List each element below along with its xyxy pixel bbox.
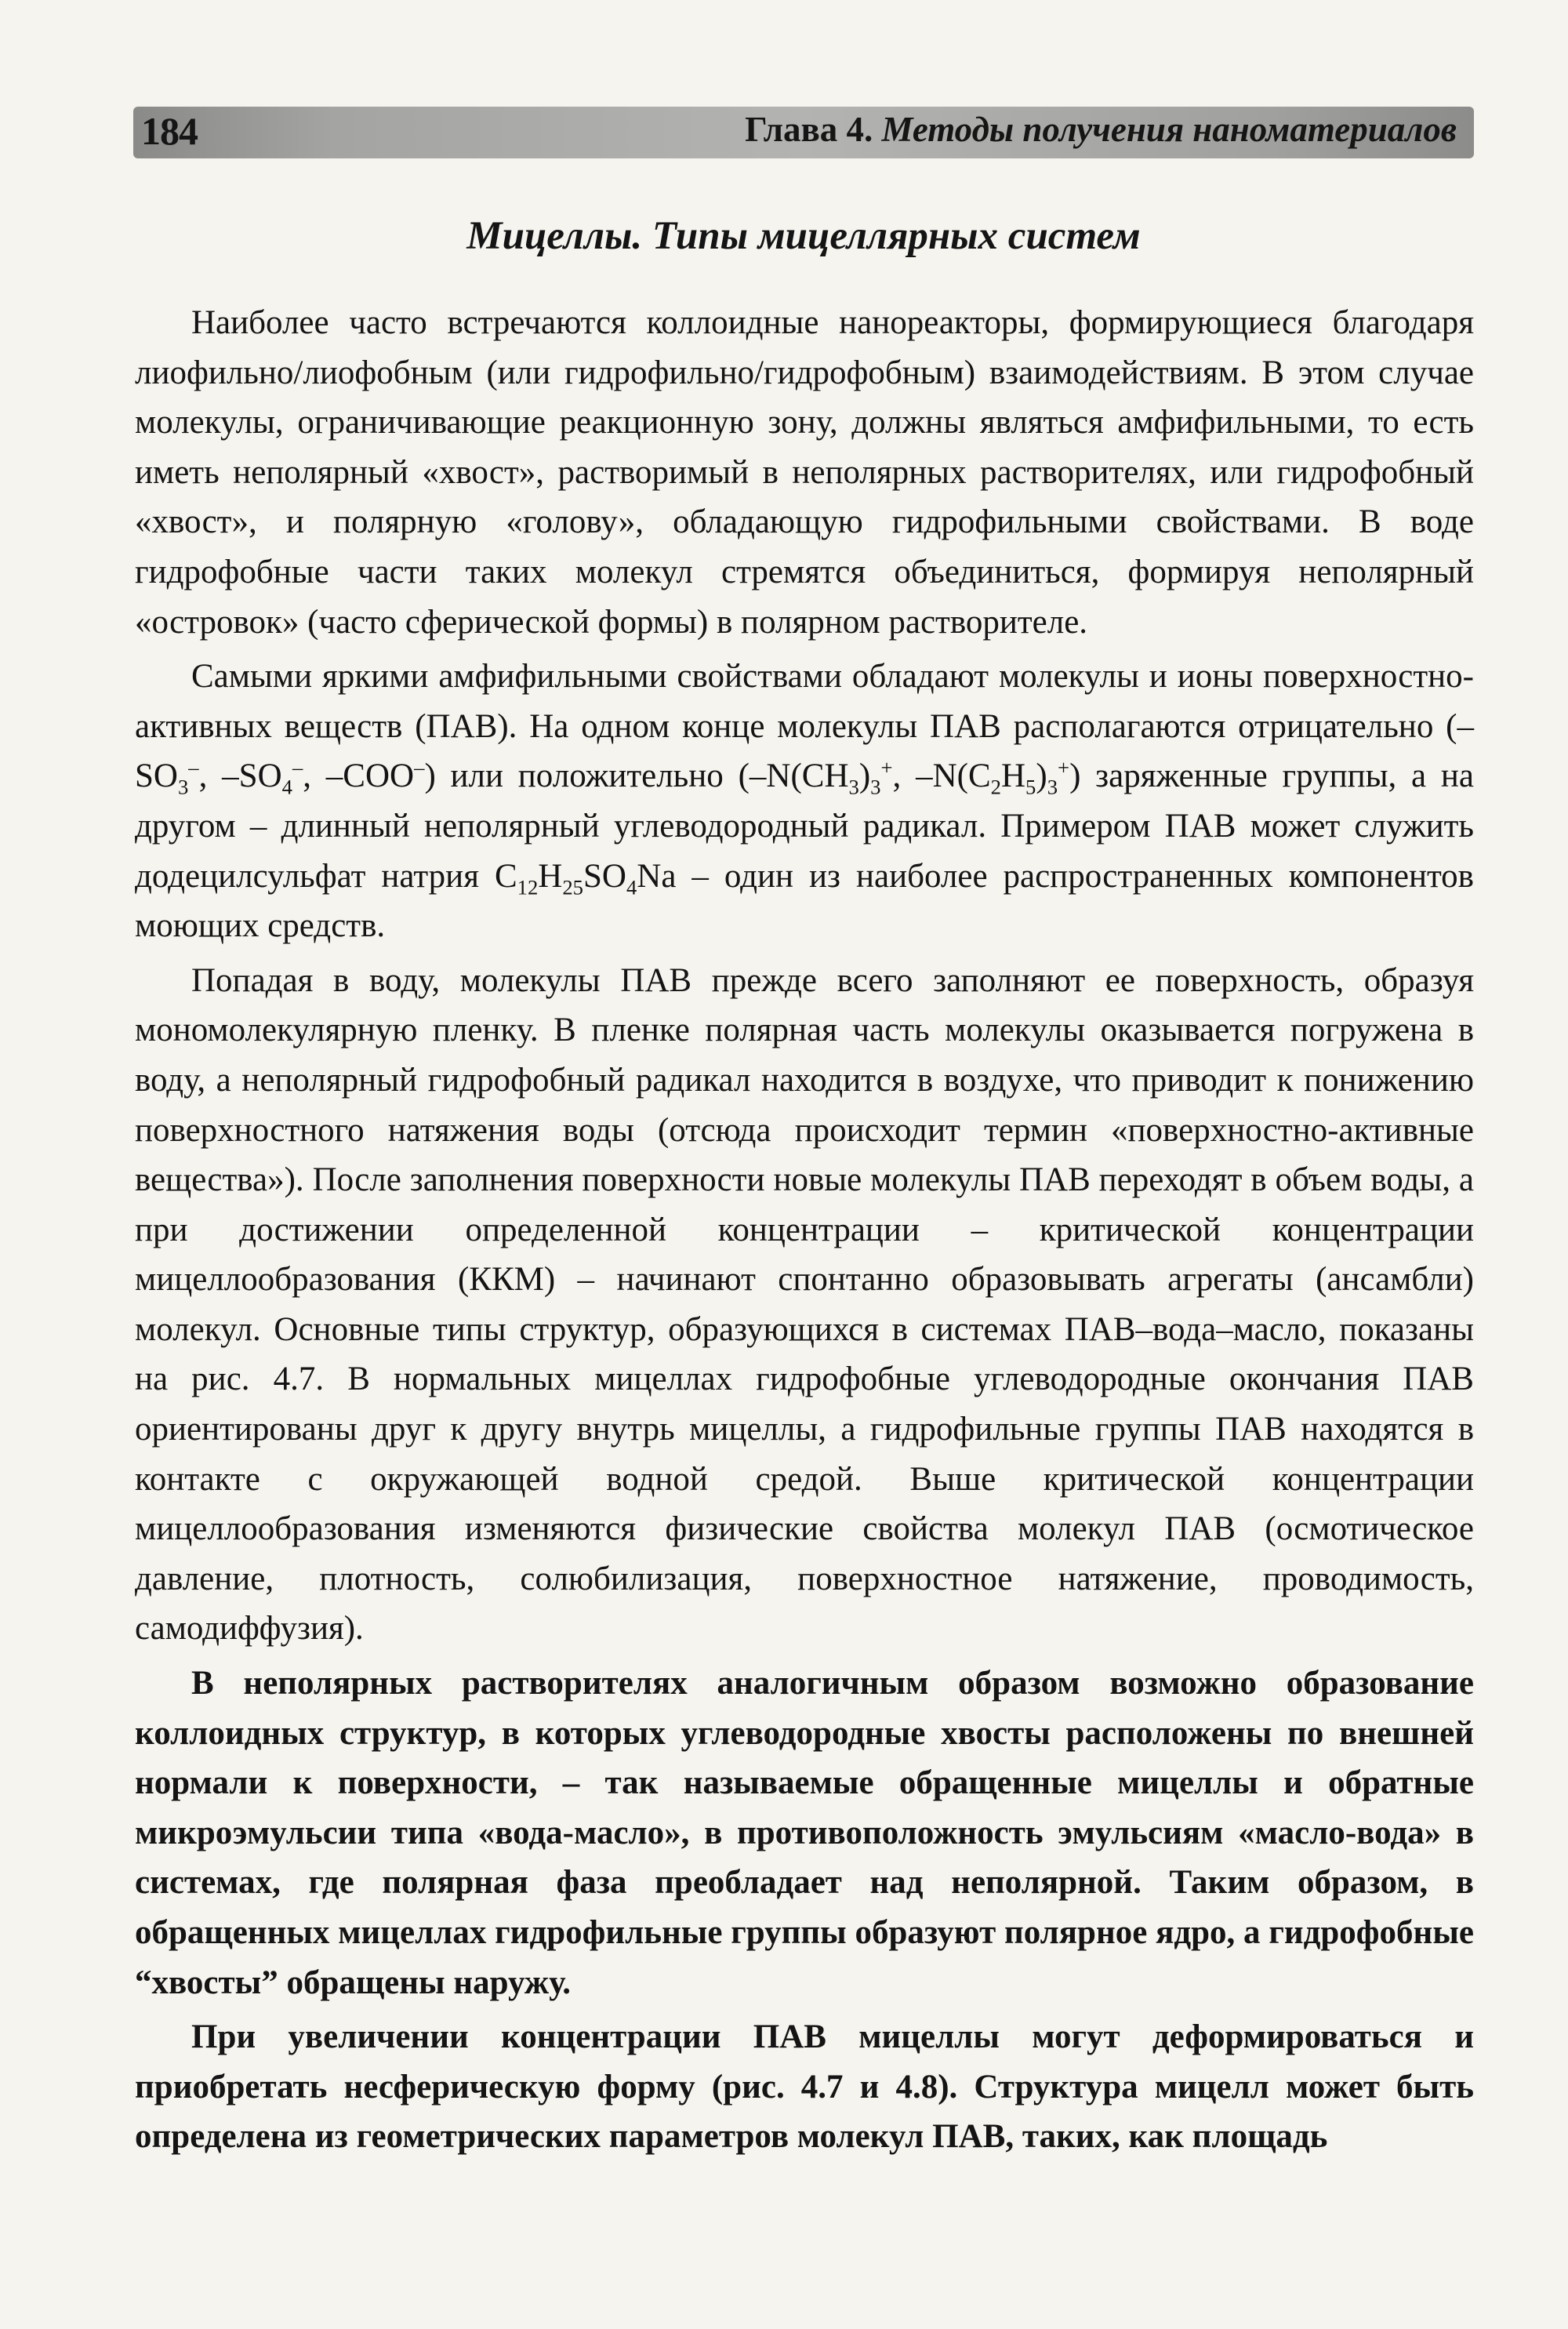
paragraph-5: При увеличении концентрации ПАВ мицеллы могут деформироваться и приобретать несферическую форму (рис. 4.7 и 4.8). Структура мицелл может быть определена из геометрических параметров молекул ПАВ, таких, как площадь [135, 2018, 1474, 2156]
paragraph-3: Попадая в воду, молекулы ПАВ прежде всего заполняют ее поверхность, образуя мономолекулярную пленку. В пленке полярная часть молекулы оказывается погружена в воду, а неполярный гидрофобный радикал находится в воздухе, что приводит к понижению поверхностного натяжения воды (отсюда происходит термин «поверхностно-активные вещества»). После заполнения поверхности новые молекулы ПАВ переходят в объем воды, а при достижении определенной концентрации – критической концентрации мицеллообразования (ККМ) – начинают спонтанно образовывать агрегаты (ансамбли) молекул. Основные типы структур, образующихся в системах ПАВ–вода–масло, показаны на рис. 4.7. В нормальных мицеллах гидрофобные углеводородные окончания ПАВ ориентированы друг к другу внутрь мицеллы, а гидрофильные группы ПАВ находятся в контакте с окружающей водной средой. Выше критической концентрации мицеллообразования изменяются физические свойства молекул ПАВ (осмотическое давление, плотность, солюбилизация, поверхностное натяжение, проводимость, самодиффузия). [135, 961, 1474, 1648]
paragraph-4: В неполярных растворителях аналогичным образом возможно образование коллоидных структур, в которых углеводородные хвосты расположены по внешней нормали к поверхности, – так называемые обращенные мицеллы и обратные микроэмульсии типа «вода-масло», в противоположность эмульсиям «масло-вода» в системах, где полярная фаза преобладает над неполярной. Таким образом, в обращенных мицеллах гидрофильные группы образуют полярное ядро, а гидрофобные “хвосты” обращены наружу. [135, 1665, 1474, 2001]
p2-sub-h5: 5 [1025, 775, 1036, 799]
body-text [135, 298, 1474, 2167]
p2-text-j: Na – один из наиболее распространенных компонентов моющих средств. [135, 857, 1474, 945]
chapter-name: Методы получения наноматериалов [881, 110, 1457, 149]
p2-sub-ch3-group: 3 [870, 775, 881, 799]
p2-sub-so4: 4 [281, 775, 292, 799]
p2-text-c: , –COO [303, 758, 415, 795]
p2-sup-coo-minus: – [414, 756, 425, 780]
p2-text-e: , –N(C [892, 758, 991, 795]
p2-sub-c2h5-group: 3 [1047, 775, 1058, 799]
p2-sup-c2h5-plus: + [1058, 756, 1070, 780]
p2-sub-c2: 2 [990, 775, 1001, 799]
p2-sub-so4-sds: 4 [626, 875, 637, 899]
p2-text-i: SO [583, 857, 626, 895]
p2-text-b: , –SO [198, 758, 282, 795]
p2-text-f: H [1000, 758, 1026, 795]
section-title: Мицеллы. Типы мицеллярных систем [466, 214, 1141, 258]
p2-text-d: ) или положительно (–N(CH [424, 758, 849, 795]
p2-sub-so3: 3 [177, 775, 189, 799]
p2-close-paren-1: ) [858, 758, 871, 795]
p2-sub-h25: 25 [562, 875, 583, 899]
p2-text-h: H [538, 857, 563, 895]
p2-sup-so3-minus: – [188, 756, 199, 780]
p2-sup-so4-minus: – [292, 756, 303, 780]
p2-close-paren-2: ) [1036, 758, 1047, 795]
p2-sub-c12: 12 [517, 875, 539, 899]
running-header [133, 107, 1474, 158]
chapter-title [745, 109, 1457, 150]
chapter-label: Глава 4. [745, 110, 873, 149]
page-number: 184 [141, 109, 198, 153]
p2-text-g: ) заряженные группы, а на другом – длинный неполярный углеводородный радикал. Примером ПАВ может служить додецилсульфат натрия C [135, 758, 1474, 895]
p2-sub-ch3: 3 [848, 775, 859, 799]
p2-sup-ch3-plus: + [880, 756, 893, 780]
paragraph-2 [135, 652, 1474, 951]
paragraph-1: Наиболее часто встречаются коллоидные нанореакторы, формирующиеся благодаря лиофильно/лиофобным (или гидрофильно/гидрофобным) взаимодействиям. В этом случае молекулы, ограничивающие реакционную зону, должны являться амфифильными, то есть иметь неполярный «хвост», растворимый в неполярных растворителях, или гидрофобный «хвост», и полярную «голову», обладающую гидрофильными свойствами. В воде гидрофобные части таких молекул стремятся объединиться, формируя неполярный «островок» (часто сферической формы) в полярном растворителе. [135, 304, 1474, 641]
p2-text-a: Самыми яркими амфифильными свойствами обладают молекулы и ионы поверхностно-активных веществ (ПАВ). На одном конце молекулы ПАВ располагаются отрицательно (–SO [135, 658, 1474, 795]
